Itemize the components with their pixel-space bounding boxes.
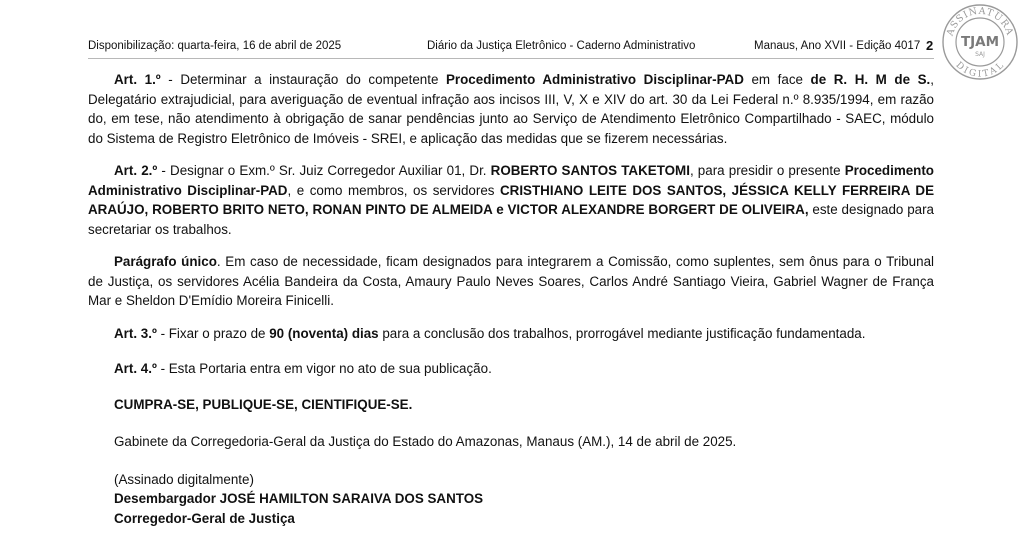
article-2-text-3: , e como membros, os servidores [287, 182, 500, 198]
paragrafo-unico-label: Parágrafo único [114, 254, 217, 269]
article-4-text: - Esta Portaria entra em vigor no ato de sua publicação. [156, 361, 492, 376]
signer-role [88, 509, 934, 529]
svg-text:DIGITAL [954, 60, 1007, 79]
closing-text: CUMPRA-SE, PUBLIQUE-SE, CIENTIFIQUE-SE. [114, 396, 413, 412]
article-3-text: - Fixar o prazo de [156, 325, 270, 341]
journal-title: Diário da Justiça Eletrônico - Caderno Administrativo [427, 40, 696, 52]
seal-small-text: SAJ [975, 51, 985, 58]
article-1-label: Art. 1.º [114, 72, 161, 87]
location-date: Gabinete da Corregedoria-Geral da Justiça do Estado do Amazonas, Manaus (AM.), 14 de abril de 2025. [114, 434, 737, 449]
article-1-text-3: , Delegatário extrajudicial, para averiguação de eventual infração aos incisos III, V, X e XIV do art. 30 da Lei Federal n.º 8.935/1994, em razão do, em tese, não atendimento à obrigação de sanar pendências junto ao Serviço de Atendimento Eletrônico Compartilhado - SAEC, módulo do Sistema de Registro Eletrônico de Imóveis - SREI, e aplicação das medidas que se fizerem necessárias. [88, 72, 935, 146]
article-3-bold-deadline: 90 (noventa) dias [269, 325, 379, 341]
paragrafo-unico [88, 252, 934, 311]
article-2-bold-and: e [492, 202, 508, 217]
article-2-bold-pad: Procedimento Administrativo Disciplinar-PAD [88, 163, 934, 198]
digital-signature-seal [941, 3, 1019, 81]
article-3 [88, 324, 934, 344]
article-1-text: - Determinar a instauração do competente [160, 72, 446, 87]
article-2-bold-judge: ROBERTO SANTOS TAKETOMI [490, 163, 690, 178]
article-2-text-4: este designado para secretariar os trabalhos. [88, 202, 935, 237]
article-2-text-2: , para presidir o presente [689, 163, 845, 178]
paragrafo-unico-text: . Em caso de necessidade, ficam designados para integrarem a Comissão, como suplentes, sem ônus para o Tribunal de Justiça, os servidores Acélia Bandeira da Costa, Amaury Paulo Neves Soares, Carlos André Santiago Vieira, Gabriel Wagner de França Mar e Sheldon D'Emídio Moreira Finicelli. [88, 254, 934, 308]
article-2-text: - Designar o Exm.º Sr. Juiz Corregedor Auxiliar 01, Dr. [157, 163, 491, 178]
seal-top-text: ASSINATURA [944, 5, 1016, 38]
article-4-label: Art. 4.º [114, 361, 157, 376]
closing-statement [88, 395, 934, 415]
page-header [88, 38, 934, 59]
article-2-bold-secretary: VICTOR ALEXANDRE BORGERT DE OLIVEIRA, [507, 202, 809, 217]
edition-info: Manaus, Ano XVII - Edição 4017 [754, 40, 921, 52]
article-1-bold-name: de R. H. M de S. [810, 72, 931, 87]
signer-role-text: Corregedor-Geral de Justiça [114, 510, 295, 526]
page-number: 2 [926, 38, 934, 53]
article-2-label: Art. 2.º [114, 163, 158, 178]
signer-name-text: Desembargador JOSÉ HAMILTON SARAIVA DOS SANTOS [114, 491, 484, 506]
article-3-label: Art. 3.º [114, 325, 157, 341]
article-2 [88, 161, 934, 239]
signer-name [88, 489, 934, 509]
article-3-text-2: para a conclusão dos trabalhos, prorrogável mediante justificação fundamentada. [378, 325, 866, 341]
article-4 [88, 359, 934, 379]
signature-note: (Assinado digitalmente) [114, 471, 254, 487]
publication-date: Disponibilização: quarta-feira, 16 de abril de 2025 [88, 40, 342, 52]
article-2-bold-members: CRISTHIANO LEITE DOS SANTOS, JÉSSICA KELLY FERREIRA DE ARAÚJO, ROBERTO BRITO NETO, RONAN PINTO DE ALMEIDA [88, 182, 935, 217]
article-1 [88, 70, 934, 148]
article-1-bold-pad: Procedimento Administrativo Disciplinar-PAD [445, 72, 744, 87]
document-body [88, 70, 934, 528]
seal-bottom-text: DIGITAL [953, 60, 1007, 80]
article-1-text-2: em face [743, 72, 811, 87]
seal-center-text: TJAM [960, 34, 1000, 50]
